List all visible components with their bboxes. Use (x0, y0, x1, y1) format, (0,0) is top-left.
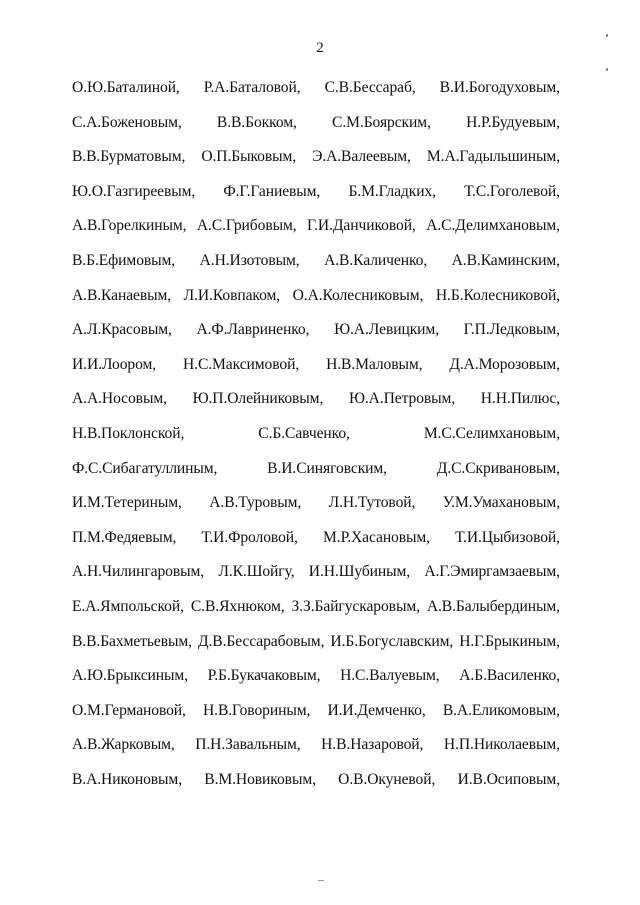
names-row (72, 114, 560, 149)
person-name: Ф.С.Сибагатуллиным, (72, 459, 218, 477)
person-name: Н.Н.Пилюс, (480, 390, 560, 408)
person-name: С.В.Бессараб, (324, 79, 416, 96)
person-name: А.В.Каличенко, (324, 251, 428, 269)
person-name: И.И.Лоором, (72, 355, 157, 373)
person-name: Ю.П.Олейниковым, (192, 390, 324, 408)
person-name: Н.Р.Будуевым, (466, 113, 560, 131)
person-name: В.В.Бокком, (216, 113, 297, 131)
person-name: Н.В.Маловым, (326, 355, 423, 373)
person-name: С.А.Боженовым, (72, 113, 182, 131)
person-name: В.И.Богодуховым, (439, 79, 560, 96)
person-name: Л.Н.Тутовой, (328, 494, 416, 512)
person-name: А.Ф.Лавриненко, (196, 321, 310, 339)
person-name: Г.И.Данчиковой, (306, 217, 416, 235)
person-name: Э.А.Валеевым, (312, 148, 411, 166)
person-name: З.З.Байгускаровым, (291, 597, 420, 615)
person-name: А.Н.Чилингаровым, (72, 563, 205, 581)
page-number: 2 (316, 40, 324, 56)
names-row (72, 702, 560, 737)
scan-speck (606, 68, 608, 71)
person-name: П.Н.Завальным, (195, 736, 301, 754)
person-name: В.А.Никоновым, (72, 770, 182, 788)
person-name: А.В.Балыбердиным, (426, 597, 560, 615)
person-name: Г.П.Ледковым, (463, 321, 560, 339)
person-name: Л.И.Ковпаком, (183, 286, 281, 304)
person-name: А.Ю.Брыксиным, (72, 667, 188, 685)
person-name: Л.К.Шойгу, (218, 563, 295, 581)
person-name: У.М.Умахановым, (442, 494, 560, 512)
person-name: А.В.Горелкиным, (72, 217, 187, 235)
names-row (72, 529, 560, 564)
names-row (72, 287, 560, 322)
person-name: Б.М.Гладких, (348, 182, 436, 200)
names-row (72, 563, 560, 598)
person-name: Н.С.Валуевым, (340, 667, 440, 685)
person-name: С.В.Яхнюком, (190, 597, 285, 615)
person-name: Н.Г.Брыкиным, (459, 632, 560, 650)
person-name: С.М.Боярским, (332, 113, 431, 131)
person-name: В.В.Бахметьевым, (72, 632, 192, 650)
person-name: М.С.Селимхановым, (423, 424, 560, 442)
names-row (72, 633, 560, 668)
person-name: О.В.Окуневой, (338, 770, 436, 788)
person-name: Н.В.Поклонской, (72, 424, 185, 442)
person-name: В.А.Еликомовым, (442, 701, 560, 719)
person-name: В.В.Бурматовым, (72, 148, 186, 166)
person-name: Р.А.Баталовой, (203, 79, 301, 96)
person-name: И.М.Тетериным, (72, 494, 182, 512)
names-row (72, 217, 560, 252)
person-name: Т.С.Гоголевой, (464, 182, 560, 200)
person-name: Н.П.Николаевым, (443, 736, 560, 754)
person-name: А.В.Каминским, (451, 251, 560, 269)
person-name: А.С.Делимхановым, (426, 217, 560, 235)
names-row (72, 79, 560, 114)
names-row (72, 494, 560, 529)
person-name: А.Б.Василенко, (459, 667, 560, 685)
person-name: О.М.Германовой, (72, 701, 186, 719)
person-name: Ю.А.Петровым, (348, 390, 456, 408)
person-name: О.Ю.Баталиной, (72, 79, 180, 96)
names-row (72, 252, 560, 287)
names-row (72, 390, 560, 425)
names-row (72, 148, 560, 183)
person-name: Д.В.Бессарабовым, (197, 632, 325, 650)
person-name: С.Б.Савченко, (258, 424, 350, 442)
names-row (72, 598, 560, 633)
person-name: А.С.Грибовым, (196, 217, 297, 235)
names-row (72, 771, 560, 806)
names-row (72, 321, 560, 356)
names-row (72, 183, 560, 218)
person-name: Р.Б.Букачаковым, (207, 667, 321, 685)
person-name: А.В.Туровым, (209, 494, 302, 512)
person-name: П.М.Федяевым, (72, 528, 177, 546)
person-name: Н.В.Говориным, (203, 701, 311, 719)
person-name: А.Л.Красовым, (72, 321, 172, 339)
person-name: Д.С.Скривановым, (436, 459, 560, 477)
person-name: А.Г.Эмиргамзаевым, (424, 563, 560, 581)
person-name: В.М.Новиковым, (204, 770, 316, 788)
person-name: Н.Б.Колесниковой, (435, 286, 560, 304)
person-name: Е.А.Ямпольской, (72, 597, 184, 615)
person-name: М.А.Гадыльшиным, (426, 148, 560, 166)
person-name: А.В.Жарковым, (72, 736, 175, 754)
person-name: Н.В.Назаровой, (321, 736, 424, 754)
names-row (72, 460, 560, 495)
person-name: Ю.А.Левицким, (334, 321, 439, 339)
person-name: Т.И.Фроловой, (201, 528, 298, 546)
person-name: О.П.Быковым, (201, 148, 297, 166)
names-row (72, 425, 560, 460)
person-name: Ф.Г.Ганиевым, (223, 182, 321, 200)
names-row (72, 667, 560, 702)
names-row (72, 736, 560, 771)
person-name: В.Б.Ефимовым, (72, 251, 176, 269)
scan-speck (606, 34, 608, 37)
footer-mark (318, 880, 324, 881)
person-name: М.Р.Хасановым, (323, 528, 430, 546)
person-name: Н.С.Максимовой, (182, 355, 300, 373)
person-name: О.А.Колесниковым, (292, 286, 424, 304)
person-name: И.В.Осиповым, (457, 770, 560, 788)
person-name: И.И.Демченко, (327, 701, 426, 719)
person-name: Д.А.Морозовым, (449, 355, 560, 373)
names-list (72, 79, 560, 805)
names-row (72, 356, 560, 391)
person-name: А.Н.Изотовым, (199, 251, 300, 269)
person-name: Т.И.Цыбизовой, (455, 528, 560, 546)
person-name: А.В.Канаевым, (72, 286, 172, 304)
person-name: А.А.Носовым, (72, 390, 167, 408)
person-name: И.Н.Шубиным, (308, 563, 411, 581)
person-name: И.Б.Богуславским, (330, 632, 454, 650)
person-name: В.И.Синяговским, (267, 459, 387, 477)
person-name: Ю.О.Газгиреевым, (72, 182, 196, 200)
